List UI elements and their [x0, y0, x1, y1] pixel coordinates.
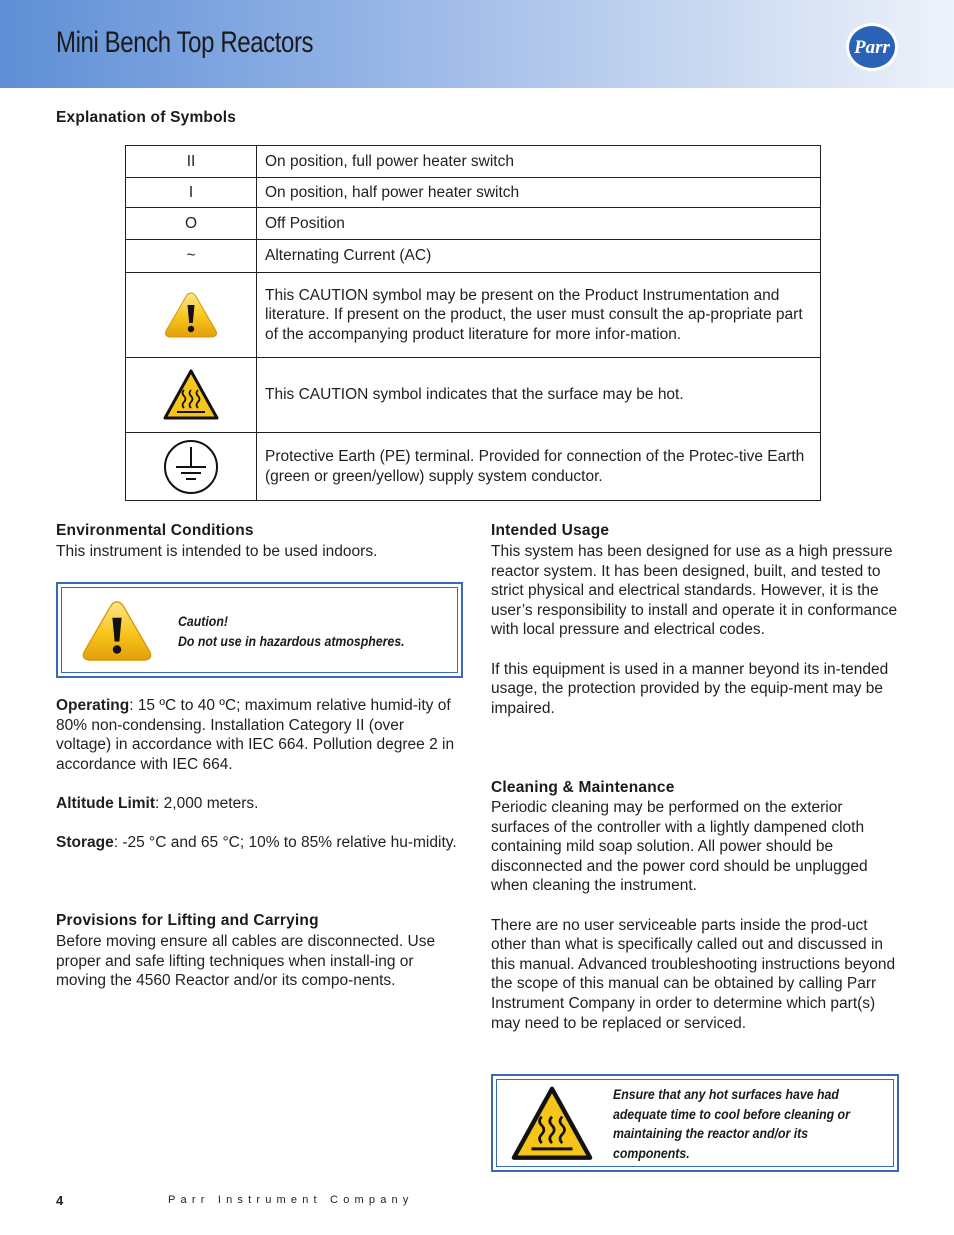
description-cell: On position, full power heater switch: [257, 146, 821, 178]
symbol-cell: II: [126, 146, 257, 178]
symbols-heading: Explanation of Symbols: [56, 109, 237, 126]
storage-paragraph: [56, 833, 461, 853]
parr-logo-text: Parr: [854, 37, 890, 58]
symbols-table: [125, 145, 821, 501]
page-title: Mini Bench Top Reactors: [56, 26, 314, 59]
cleaning-text: [491, 798, 899, 1033]
symbol-cell: [126, 433, 257, 501]
hot-surface-icon: [511, 1085, 593, 1163]
altitude-paragraph: [56, 794, 461, 814]
description-cell: This CAUTION symbol may be present on the Product Instrumentation and literature. If present on the product, the user must consult the ap-propriate part of the accompanying product literature for more infor-mation.: [257, 273, 821, 358]
parr-logo: [844, 22, 900, 72]
table-row: [126, 273, 821, 358]
operating-label: Operating: [56, 697, 130, 714]
operating-text: : 15 ºC to 40 ºC; maximum relative humid-ity of 80% non-condensing. Installation Category II (over voltage) in accordance with IEC 664. Pollution degree 2 in accordance with IEC 664.: [56, 697, 455, 773]
symbol-cell: [126, 273, 257, 358]
table-row: [126, 146, 821, 178]
symbol-cell: [126, 358, 257, 433]
operating-paragraph: [56, 696, 461, 774]
intended-usage-paragraph: This system has been designed for use as a high pressure reactor system. It has been designed, built, and tested to strict physical and electrical standards. However, it is the user’s responsibility to install and operate it in conformance with local pressure and electrical codes.: [491, 543, 898, 639]
altitude-label: Altitude Limit: [56, 794, 156, 812]
caution-exclamation-icon: [80, 598, 154, 664]
environmental-details: [56, 696, 461, 853]
caution-title: Caution!: [178, 613, 228, 629]
cleaning-paragraph: There are no user serviceable parts inside the prod-uct other than what is specifically called out and discussed in this manual. Advanced troubleshooting instructions beyond the scope of this manual can be obtained by calling Parr Instrument Company in order to determine which part(s) may need to be replaced or serviced.: [491, 916, 896, 1032]
table-row: [126, 358, 821, 433]
cleaning-heading: Cleaning & Maintenance: [491, 779, 675, 796]
hot-surface-caution-box: [491, 1074, 899, 1172]
environmental-heading: Environmental Conditions: [56, 522, 254, 539]
symbol-cell: ~: [126, 240, 257, 273]
hot-surface-icon: [163, 369, 219, 421]
table-row: [126, 240, 821, 273]
description-cell: Alternating Current (AC): [257, 240, 821, 273]
description-cell: Off Position: [257, 208, 821, 240]
protective-earth-icon: [163, 439, 219, 495]
lifting-heading: Provisions for Lifting and Carrying: [56, 912, 319, 929]
storage-label: Storage: [56, 834, 114, 852]
altitude-text: : 2,000 meters.: [155, 794, 259, 812]
cleaning-paragraph: Periodic cleaning may be performed on the exterior surfaces of the controller with a lightly dampened cloth containing mild soap solution. All power should be disconnected and the power cord should be unplugged when cleaning the instrument.: [491, 799, 868, 895]
page-header: [0, 0, 954, 88]
caution-text: [178, 612, 442, 651]
description-cell: This CAUTION symbol indicates that the surface may be hot.: [257, 358, 821, 433]
hazardous-caution-box: [56, 582, 463, 678]
symbol-cell: I: [126, 178, 257, 208]
environmental-intro: This instrument is intended to be used indoors.: [56, 543, 378, 560]
table-row: [126, 433, 821, 501]
intended-usage-heading: Intended Usage: [491, 522, 610, 539]
symbol-cell: O: [126, 208, 257, 240]
page-number: 4: [56, 1193, 64, 1208]
lifting-text: Before moving ensure all cables are disconnected. Use proper and safe lifting techniques when install-ing or moving the 4560 Reactor and/or its compo-nents.: [56, 933, 436, 990]
description-cell: Protective Earth (PE) terminal. Provided for connection of the Protec-tive Earth (green or green/yellow) supply system conductor.: [257, 433, 821, 501]
table-row: [126, 178, 821, 208]
intended-usage-paragraph: If this equipment is used in a manner beyond its in-tended usage, the protection provided by the equip-ment may be impaired.: [491, 660, 889, 717]
caution-message: Do not use in hazardous atmospheres.: [178, 632, 405, 649]
hot-surface-caution-text: Ensure that any hot surfaces have had adequate time to cool before cleaning or maintaining the reactor and/or its components.: [613, 1086, 850, 1161]
caution-exclamation-icon: [163, 290, 219, 340]
table-row: [126, 208, 821, 240]
footer-company: Parr Instrument Company: [168, 1194, 414, 1206]
description-cell: On position, half power heater switch: [257, 178, 821, 208]
storage-text: : -25 °C and 65 °C; 10% to 85% relative hu-midity.: [113, 834, 457, 852]
intended-usage-text: [491, 542, 899, 718]
